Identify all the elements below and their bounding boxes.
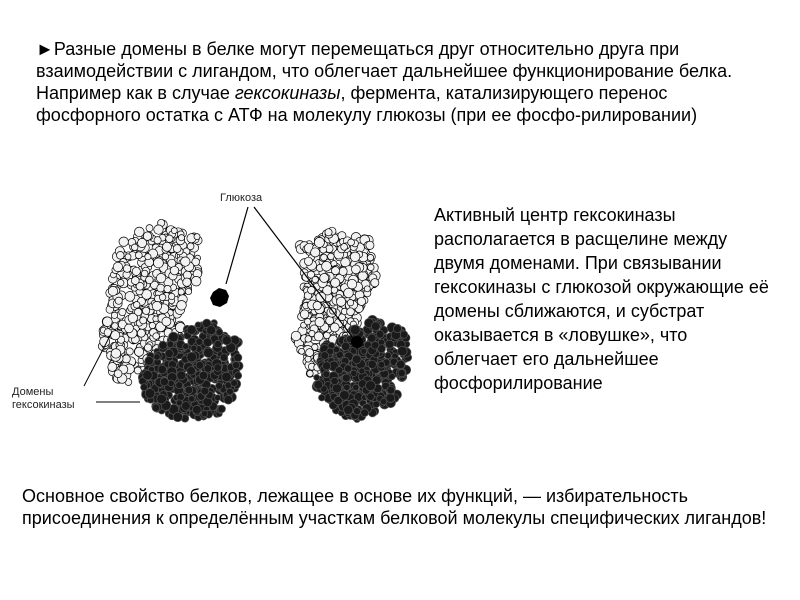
atom-sphere: [169, 293, 175, 299]
atom-sphere: [342, 342, 350, 350]
atom-sphere: [117, 252, 125, 260]
atom-sphere: [389, 373, 396, 380]
atom-sphere: [352, 355, 361, 364]
atom-sphere: [304, 257, 312, 265]
atom-sphere: [215, 395, 221, 401]
domains-label-line1: Домены: [12, 386, 54, 398]
atom-sphere: [367, 254, 373, 260]
atom-sphere: [378, 361, 385, 368]
atom-sphere: [111, 312, 117, 318]
atom-sphere: [387, 386, 395, 394]
atom-sphere: [201, 387, 209, 395]
atom-sphere: [359, 368, 365, 374]
atom-sphere: [227, 388, 234, 395]
atom-sphere: [131, 244, 138, 251]
atom-sphere: [143, 307, 150, 314]
atom-sphere: [357, 297, 365, 305]
glucose-pointer-left: [226, 207, 248, 284]
atom-sphere: [162, 317, 171, 326]
atom-sphere: [164, 285, 171, 292]
atom-sphere: [152, 404, 160, 412]
atom-sphere: [132, 267, 140, 275]
atom-sphere: [323, 371, 330, 378]
atom-sphere: [125, 254, 131, 260]
atom-sphere: [332, 267, 340, 275]
atom-sphere: [385, 352, 392, 359]
atom-sphere: [234, 372, 241, 379]
atom-sphere: [315, 317, 324, 326]
atom-sphere: [216, 329, 223, 336]
atom-sphere: [376, 330, 384, 338]
atom-sphere: [123, 265, 131, 273]
atom-sphere: [306, 349, 314, 357]
atom-sphere: [347, 300, 353, 306]
atom-sphere: [111, 349, 121, 359]
atom-sphere: [119, 309, 126, 316]
atom-sphere: [154, 225, 163, 234]
atom-sphere: [314, 332, 323, 341]
atom-sphere: [222, 336, 231, 345]
atom-sphere: [314, 380, 323, 389]
atom-sphere: [314, 237, 324, 247]
bullet-marker: ►: [36, 39, 54, 59]
atom-sphere: [165, 349, 173, 357]
atom-sphere: [196, 338, 203, 345]
atom-sphere: [350, 325, 360, 335]
atom-sphere: [337, 297, 346, 306]
atom-sphere: [322, 261, 332, 271]
atom-sphere: [154, 237, 161, 244]
atom-sphere: [234, 354, 242, 362]
atom-sphere: [220, 354, 228, 362]
atom-sphere: [125, 324, 134, 333]
atom-sphere: [361, 348, 367, 354]
atom-sphere: [313, 302, 321, 310]
atom-sphere: [135, 252, 142, 259]
atom-sphere: [177, 371, 186, 380]
atom-sphere: [201, 411, 207, 417]
atom-sphere: [125, 292, 135, 302]
atom-sphere: [158, 365, 167, 374]
atom-sphere: [204, 348, 214, 358]
atom-sphere: [305, 319, 311, 325]
atom-sphere: [191, 276, 201, 286]
atom-sphere: [367, 393, 375, 401]
atom-sphere: [131, 277, 139, 285]
atom-sphere: [112, 323, 119, 330]
atom-sphere: [344, 288, 354, 298]
atom-sphere: [133, 302, 140, 309]
atom-sphere: [145, 357, 154, 366]
atom-sphere: [366, 241, 374, 249]
atom-sphere: [113, 262, 122, 271]
atom-sphere: [339, 267, 347, 275]
main-property-statement: Основное свойство белков, лежащее в основе их функций, — избирательность присоединения к определённым участкам белковой молекулы специфических лигандов!: [22, 486, 767, 528]
atom-sphere: [176, 382, 183, 389]
atom-sphere: [143, 232, 151, 240]
atom-sphere: [108, 363, 117, 372]
atom-sphere: [342, 374, 350, 382]
atom-sphere: [347, 308, 355, 316]
atom-sphere: [187, 243, 194, 250]
atom-sphere: [154, 354, 160, 360]
atom-sphere: [371, 322, 380, 331]
atom-sphere: [140, 317, 147, 324]
atom-sphere: [188, 396, 194, 402]
atom-sphere: [364, 286, 370, 292]
atom-sphere: [222, 372, 232, 382]
atom-sphere: [146, 276, 154, 284]
atom-sphere: [119, 237, 128, 246]
atom-sphere: [108, 286, 117, 295]
atom-sphere: [157, 284, 165, 292]
atom-sphere: [141, 384, 148, 391]
atom-sphere: [366, 381, 376, 391]
atom-sphere: [195, 322, 201, 328]
intro-emphasis-hexokinase: гексокиназы: [234, 83, 341, 103]
atom-sphere: [368, 360, 376, 368]
atom-sphere: [163, 242, 172, 251]
atom-sphere: [341, 244, 348, 251]
atom-sphere: [321, 352, 329, 360]
atom-sphere: [336, 367, 343, 374]
atom-sphere: [231, 380, 238, 387]
atom-sphere: [353, 384, 359, 390]
atom-sphere: [126, 348, 133, 355]
atom-sphere: [187, 352, 197, 362]
atom-sphere: [203, 338, 212, 347]
atom-sphere: [325, 229, 332, 236]
atom-sphere: [159, 341, 167, 349]
atom-sphere: [169, 332, 179, 342]
atom-sphere: [178, 289, 184, 295]
atom-sphere: [153, 333, 160, 340]
atom-sphere: [328, 253, 335, 260]
active-site-description: Активный центр гексокиназы располагается в расщелине между двумя доменами. При связывании гексокиназы с глюкозой окружающие её домены сближаются, и субстрат оказывается в «ловушке», что облегчает его дальнейшее фосфорилирование: [434, 205, 769, 393]
atom-sphere: [308, 287, 315, 294]
atom-sphere: [135, 347, 144, 356]
domains-label: [12, 386, 102, 412]
atom-sphere: [305, 336, 312, 343]
atom-sphere: [371, 279, 379, 287]
atom-sphere: [344, 405, 353, 414]
atom-sphere: [218, 405, 226, 413]
atom-sphere: [398, 346, 408, 356]
atom-sphere: [134, 367, 141, 374]
atom-sphere: [393, 325, 401, 333]
atom-sphere: [321, 254, 328, 261]
atom-sphere: [319, 394, 326, 401]
atom-sphere: [162, 253, 169, 260]
atom-sphere: [181, 257, 190, 266]
domains-label-line2: гексокиназы: [12, 399, 75, 411]
atom-sphere: [311, 248, 320, 257]
atom-sphere: [135, 227, 145, 237]
atom-sphere: [312, 276, 318, 282]
atom-sphere: [128, 313, 137, 322]
atom-sphere: [144, 344, 151, 351]
atom-sphere: [344, 365, 351, 372]
atom-sphere: [187, 367, 196, 376]
atom-sphere: [122, 355, 130, 363]
atom-sphere: [176, 400, 182, 406]
atom-sphere: [137, 329, 145, 337]
atom-sphere: [351, 370, 357, 376]
atom-sphere: [361, 409, 369, 417]
atom-sphere: [352, 265, 361, 274]
atom-sphere: [183, 278, 191, 286]
atom-sphere: [114, 370, 122, 378]
atom-sphere: [299, 348, 305, 354]
atom-sphere: [111, 331, 120, 340]
atom-sphere: [191, 345, 197, 351]
atom-sphere: [115, 297, 122, 304]
atom-sphere: [168, 380, 175, 387]
atom-sphere: [330, 323, 339, 332]
atom-sphere: [207, 326, 216, 335]
atom-sphere: [141, 270, 148, 277]
atom-sphere: [314, 375, 320, 381]
atom-sphere: [194, 234, 200, 240]
atom-sphere: [334, 397, 342, 405]
atom-sphere: [183, 343, 189, 349]
atom-sphere: [380, 398, 387, 405]
atom-sphere: [347, 279, 357, 289]
atom-sphere: [397, 360, 405, 368]
atom-sphere: [185, 288, 191, 294]
atom-sphere: [156, 273, 165, 282]
atom-sphere: [216, 382, 223, 389]
atom-sphere: [196, 361, 204, 369]
atom-sphere: [173, 412, 182, 421]
atom-sphere: [103, 317, 113, 327]
atom-sphere: [146, 225, 153, 232]
atom-sphere: [185, 386, 193, 394]
atom-sphere: [160, 378, 168, 386]
atom-sphere: [307, 370, 313, 376]
atom-sphere: [171, 228, 177, 234]
atom-sphere: [368, 264, 375, 271]
atom-sphere: [177, 301, 187, 311]
atom-sphere: [353, 408, 360, 415]
atom-sphere: [145, 254, 151, 260]
atom-sphere: [182, 402, 191, 411]
atom-sphere: [178, 235, 184, 241]
atom-sphere: [320, 274, 329, 283]
atom-sphere: [291, 331, 301, 341]
atom-sphere: [386, 394, 395, 403]
atom-sphere: [400, 331, 408, 339]
atom-sphere: [300, 310, 309, 319]
atom-sphere: [350, 252, 360, 262]
atom-sphere: [159, 294, 166, 301]
glucose-molecule: [210, 288, 229, 307]
atom-sphere: [153, 258, 163, 268]
intro-text-part1: Разные домены в белке могут перемещаться друг относительно друга при взаимодействии с лигандом, что облегчает дальнейшее функционирование белка. Например как в случае: [36, 39, 733, 103]
atom-sphere: [331, 377, 338, 384]
atom-sphere: [192, 405, 201, 414]
atom-sphere: [166, 235, 173, 242]
atom-sphere: [233, 362, 240, 369]
atom-sphere: [199, 371, 208, 380]
atom-sphere: [214, 364, 222, 372]
intro-text-part2: , фермента, катализирующего перенос фосфорного остатка с АТФ на молекулу глюкозы (при ее фосфо-рилировании): [36, 83, 698, 125]
atom-sphere: [149, 322, 155, 328]
atom-sphere: [323, 362, 331, 370]
atom-sphere: [204, 365, 212, 373]
atom-sphere: [398, 369, 405, 376]
atom-sphere: [331, 278, 340, 287]
atom-sphere: [344, 384, 350, 390]
atom-sphere: [143, 370, 153, 380]
atom-sphere: [173, 245, 181, 253]
atom-sphere: [371, 341, 379, 349]
atom-sphere: [214, 340, 221, 347]
intro-paragraph: [36, 38, 776, 126]
atom-sphere: [187, 325, 196, 334]
atom-sphere: [167, 341, 174, 348]
atom-sphere: [170, 266, 179, 275]
atom-sphere: [348, 239, 355, 246]
atom-sphere: [157, 394, 167, 404]
atom-sphere: [152, 301, 161, 310]
glucose-label: Глюкоза: [220, 192, 263, 204]
atom-sphere: [224, 396, 233, 405]
atom-sphere: [117, 280, 124, 287]
